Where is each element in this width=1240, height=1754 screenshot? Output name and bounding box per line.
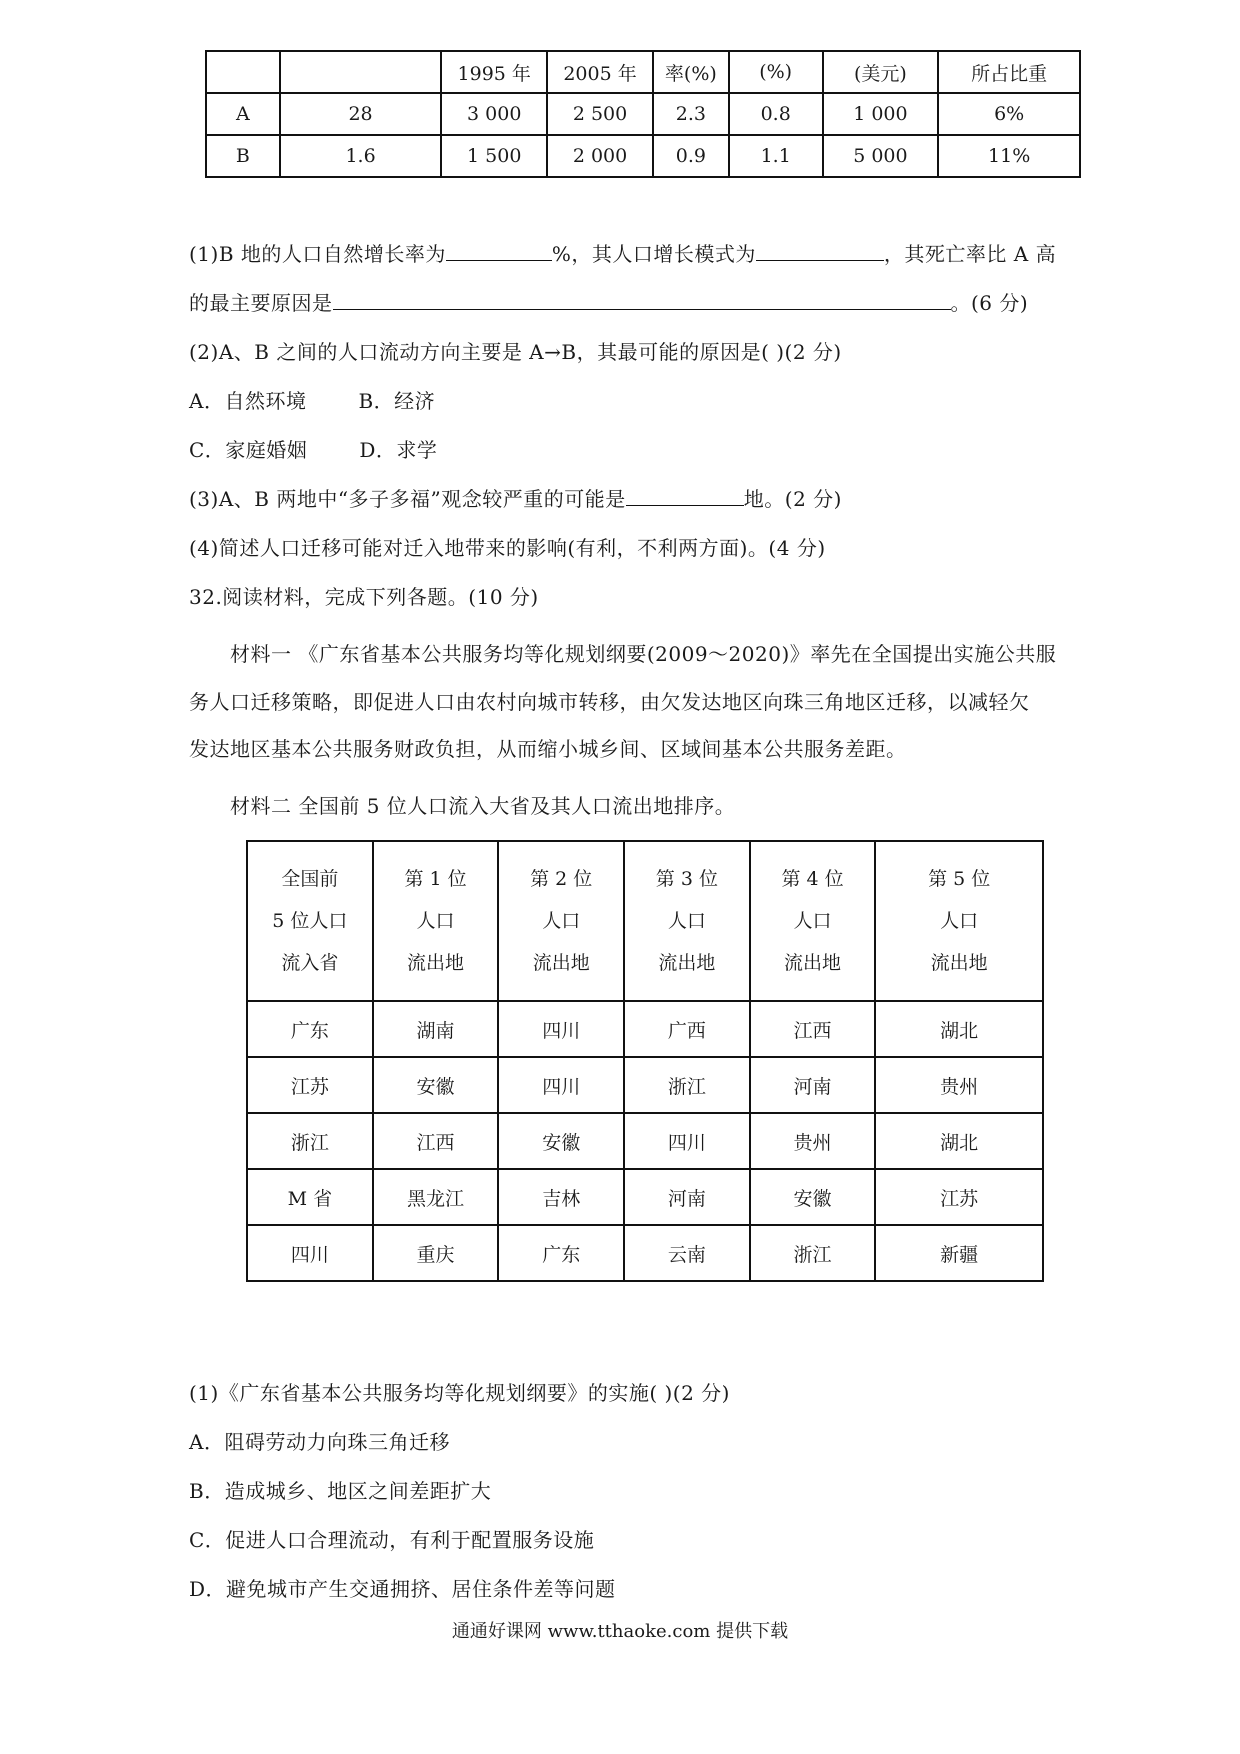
table-row: [206, 93, 1080, 135]
table-cell: 江西: [373, 1113, 499, 1169]
page-footer: 通通好课网 www.tthaoke.com 提供下载: [451, 1621, 789, 1642]
table-cell: 江西: [750, 1001, 876, 1057]
population-data-table: [205, 50, 1081, 178]
table-row: [247, 1001, 1043, 1057]
table-cell: 2 000: [547, 135, 653, 177]
table-cell: 安徽: [373, 1057, 499, 1113]
header-cell: 全国前 5 位人口 流入省: [247, 841, 373, 1001]
table-cell: (%): [729, 51, 823, 93]
table-cell: 吉林: [498, 1169, 624, 1225]
table-cell: 四川: [624, 1113, 750, 1169]
table-cell: 安徽: [750, 1169, 876, 1225]
material-1-line: 材料一 《广东省基本公共服务均等化规划纲要(2009～2020)》率先在全国提出实施公共服: [230, 642, 1057, 666]
header-cell: 第 4 位 人口 流出地: [750, 841, 876, 1001]
table-cell: 重庆: [373, 1225, 499, 1281]
table-cell: 贵州: [875, 1057, 1043, 1113]
option-d: D．避免城市产生交通拥挤、居住条件差等问题: [189, 1577, 616, 1601]
q31-sub1-text: %，其人口增长模式为: [551, 242, 756, 266]
table-cell: 四川: [498, 1057, 624, 1113]
table-cell: 浙江: [750, 1225, 876, 1281]
table-header-row: [247, 841, 1043, 1001]
q31-sub1-text: (1)B 地的人口自然增长率为: [189, 242, 446, 266]
table-cell: 贵州: [750, 1113, 876, 1169]
migration-ranking-table: [246, 840, 1044, 1282]
option-b: B．经济: [358, 389, 436, 413]
answer-blank[interactable]: [626, 485, 744, 506]
table-cell: 3 000: [441, 93, 547, 135]
table-cell: A: [206, 93, 280, 135]
q31-options-cd: [189, 434, 437, 463]
table-cell: 河南: [624, 1169, 750, 1225]
material-2: 材料二 全国前 5 位人口流入大省及其人口流出地排序。: [230, 794, 736, 818]
table-cell: 江苏: [247, 1057, 373, 1113]
table-cell: [206, 51, 280, 93]
table-cell: 江苏: [875, 1169, 1043, 1225]
option-b: B．造成城乡、地区之间差距扩大: [189, 1479, 492, 1503]
q31-sub3-text: 地。(2 分): [743, 487, 842, 511]
header-cell: 第 5 位 人口 流出地: [875, 841, 1043, 1001]
table-cell: 1.6: [280, 135, 442, 177]
table-row: [247, 1057, 1043, 1113]
table-row: [247, 1225, 1043, 1281]
q31-sub3: [189, 483, 842, 512]
table-cell: 广东: [247, 1001, 373, 1057]
table-cell: 28: [280, 93, 442, 135]
answer-blank[interactable]: [756, 240, 884, 261]
table-row: [206, 135, 1080, 177]
table-cell: 湖北: [875, 1001, 1043, 1057]
table-cell: 浙江: [247, 1113, 373, 1169]
table-cell: 所占比重: [938, 51, 1080, 93]
q31-sub1-line2: [189, 287, 1028, 316]
table-row: [247, 1169, 1043, 1225]
table-cell: 黑龙江: [373, 1169, 499, 1225]
q31-sub3-text: (3)A、B 两地中“多子多福”观念较严重的可能是: [189, 487, 626, 511]
answer-blank[interactable]: [333, 289, 951, 310]
q31-sub1-line1: [189, 238, 1056, 267]
table-row: [247, 1113, 1043, 1169]
table-cell: 云南: [624, 1225, 750, 1281]
table-cell: 2.3: [653, 93, 729, 135]
table-cell: 0.9: [653, 135, 729, 177]
table-cell: 湖南: [373, 1001, 499, 1057]
q31-sub4: (4)简述人口迁移可能对迁入地带来的影响(有利，不利两方面)。(4 分): [189, 536, 826, 560]
q31-sub1-text: 。(6 分): [950, 291, 1029, 315]
q32-sub1: (1)《广东省基本公共服务均等化规划纲要》的实施( )(2 分): [189, 1381, 730, 1405]
table-cell: (美元): [823, 51, 939, 93]
table-cell: 1995 年: [441, 51, 547, 93]
table-cell: 2005 年: [547, 51, 653, 93]
material-1-line: 务人口迁移策略，即促进人口由农村向城市转移，由欠发达地区向珠三角地区迁移，以减轻欠: [189, 690, 1030, 714]
q31-sub1-text: ，其死亡率比 A 高: [883, 242, 1057, 266]
table-cell: 四川: [498, 1001, 624, 1057]
table-cell: 新疆: [875, 1225, 1043, 1281]
q32-title: 32.阅读材料，完成下列各题。(10 分): [189, 585, 539, 609]
table-cell: 四川: [247, 1225, 373, 1281]
option-c: C．家庭婚姻: [189, 438, 308, 462]
option-d: D．求学: [359, 438, 438, 462]
material-1-line: 发达地区基本公共服务财政负担，从而缩小城乡间、区域间基本公共服务差距。: [189, 737, 907, 761]
header-cell: 第 3 位 人口 流出地: [624, 841, 750, 1001]
answer-blank[interactable]: [446, 240, 552, 261]
table-cell: 广西: [624, 1001, 750, 1057]
option-c: C．促进人口合理流动，有利于配置服务设施: [189, 1528, 595, 1552]
table-cell: 广东: [498, 1225, 624, 1281]
table-cell: [280, 51, 442, 93]
q31-sub1-text: 的最主要原因是: [189, 291, 333, 315]
table-row: [206, 51, 1080, 93]
table-cell: 1.1: [729, 135, 823, 177]
table-cell: B: [206, 135, 280, 177]
q31-options-ab: [189, 385, 435, 414]
table-cell: M 省: [247, 1169, 373, 1225]
table-cell: 5 000: [823, 135, 939, 177]
table-cell: 湖北: [875, 1113, 1043, 1169]
table-cell: 安徽: [498, 1113, 624, 1169]
option-a: A．阻碍劳动力向珠三角迁移: [189, 1430, 450, 1454]
table-cell: 0.8: [729, 93, 823, 135]
table-cell: 率(%): [653, 51, 729, 93]
header-cell: 第 2 位 人口 流出地: [498, 841, 624, 1001]
table-cell: 6%: [938, 93, 1080, 135]
table-cell: 浙江: [624, 1057, 750, 1113]
table-cell: 河南: [750, 1057, 876, 1113]
header-cell: 第 1 位 人口 流出地: [373, 841, 499, 1001]
table-cell: 11%: [938, 135, 1080, 177]
table-cell: 1 500: [441, 135, 547, 177]
option-a: A．自然环境: [189, 389, 307, 413]
q31-sub2: (2)A、B 之间的人口流动方向主要是 A→B，其最可能的原因是( )(2 分): [189, 340, 842, 364]
table-cell: 1 000: [823, 93, 939, 135]
table-cell: 2 500: [547, 93, 653, 135]
